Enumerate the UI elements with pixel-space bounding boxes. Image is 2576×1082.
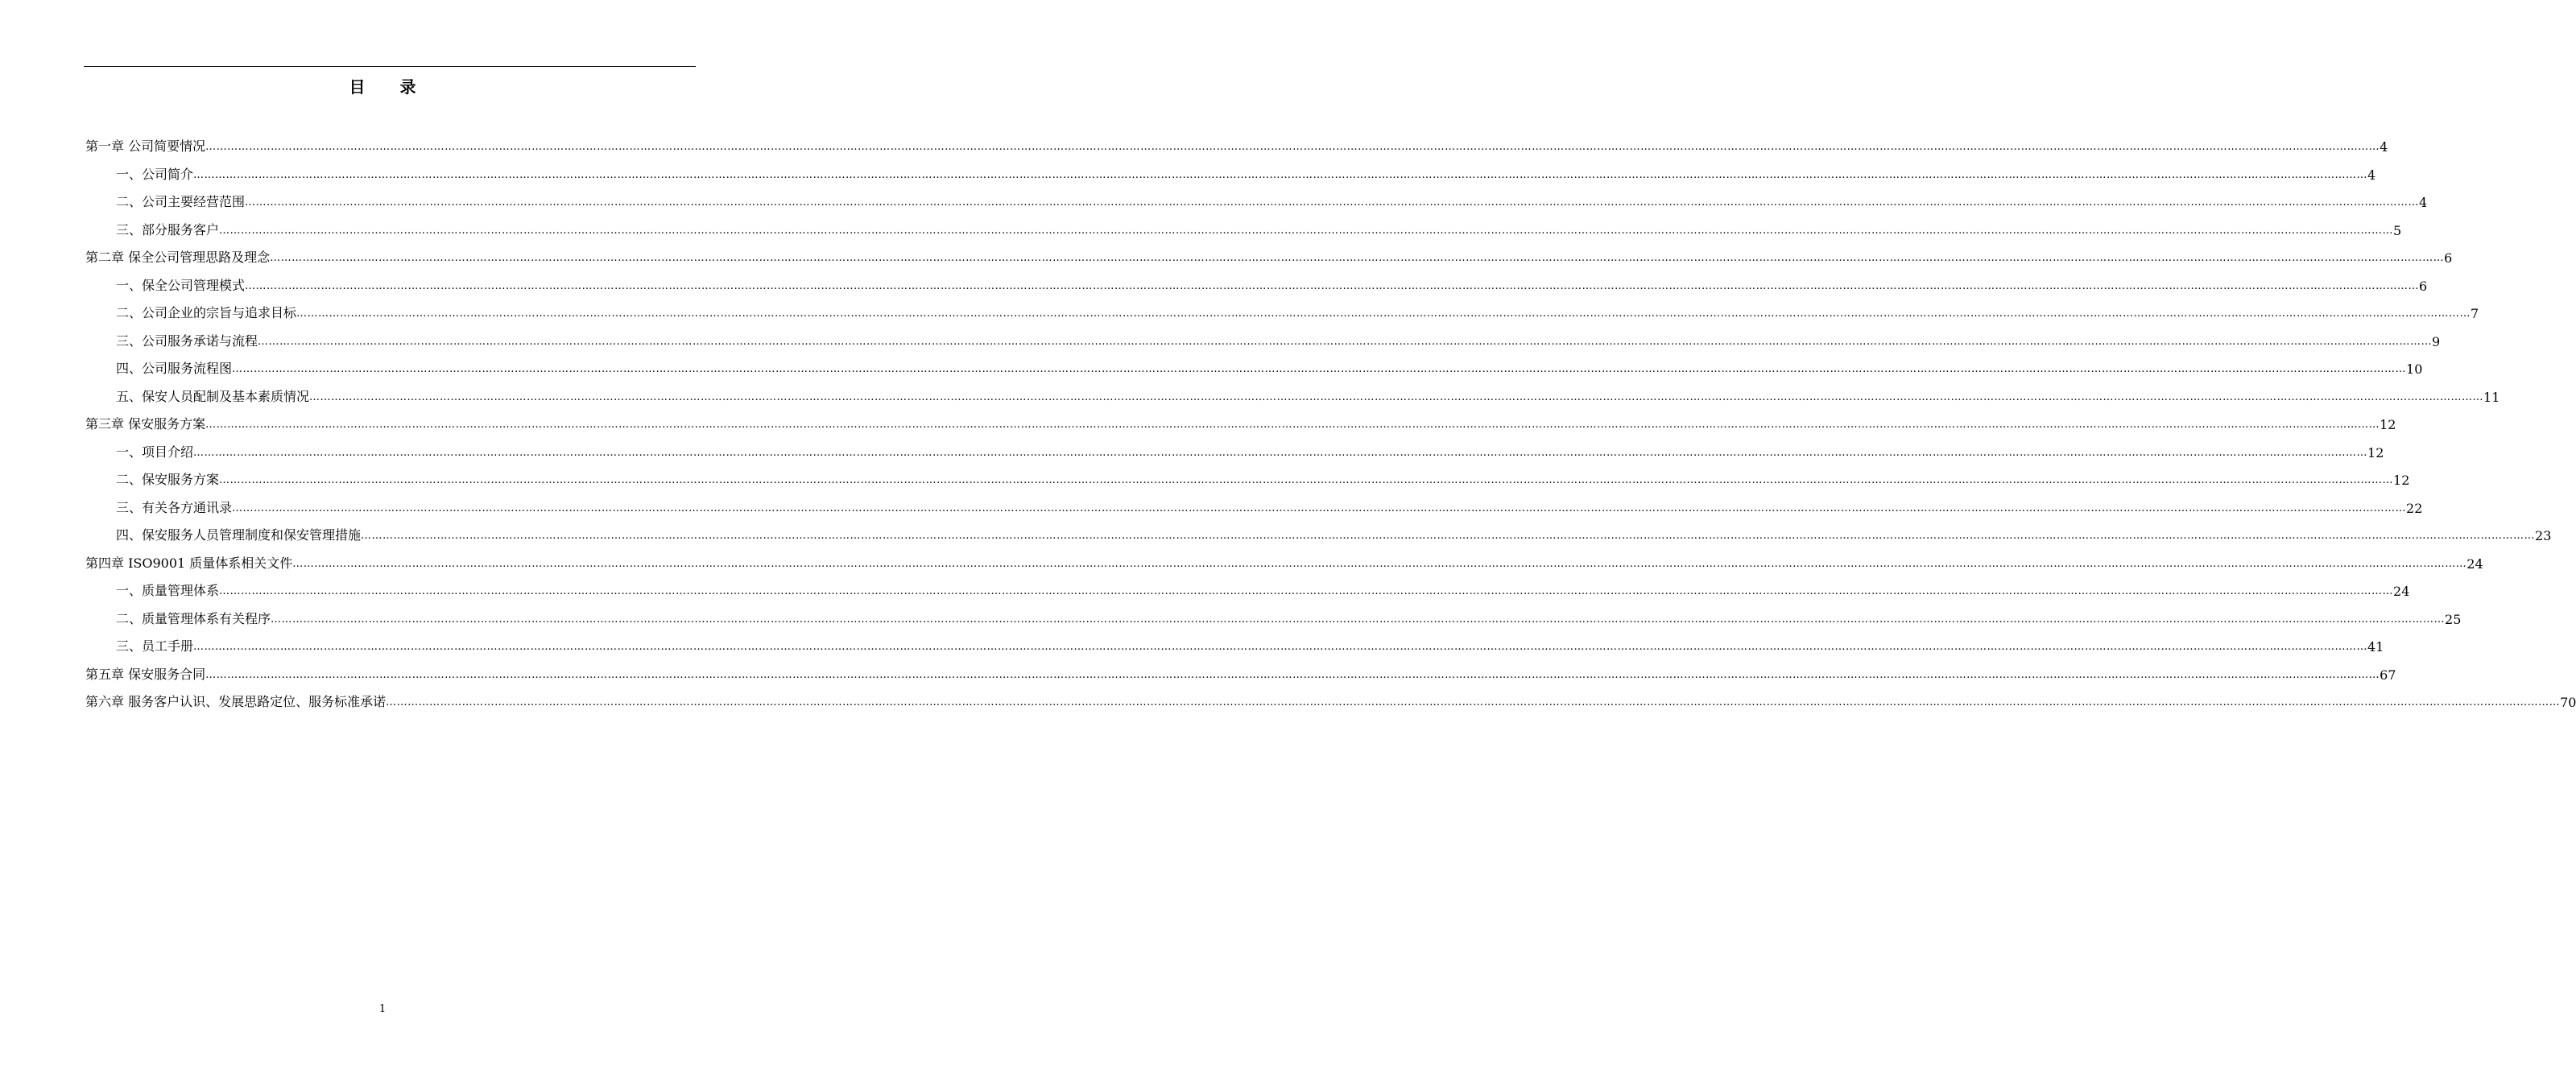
toc-entry-page: 24: [2393, 584, 2410, 599]
toc-leader-dots: ……………………………………………………………………………………………………………………………………………………………………………………………………………………………………………………………………………………………………………………………………………………………………………………………………………………………………………………………………………………………………………………………………………………: [193, 168, 2368, 181]
toc-entry[interactable]: [85, 411, 2396, 432]
toc-leader-dots: ……………………………………………………………………………………………………………………………………………………………………………………………………………………………………………………………………………………………………………………………………………………………………………………………………………………………………………………………………………………………………………………………………………………: [245, 196, 2420, 209]
toc-leader-dots: ……………………………………………………………………………………………………………………………………………………………………………………………………………………………………………………………………………………………………………………………………………………………………………………………………………………………………………………………………………………………………………………………………………………: [258, 335, 2433, 348]
toc-entry-label: 第二章 保全公司管理思路及理念: [85, 250, 271, 265]
toc-entry-page: 67: [2380, 667, 2396, 683]
toc-entry-page: 7: [2471, 306, 2479, 321]
toc-entry-page: 70: [2560, 695, 2576, 710]
toc-entry-label: 一、保全公司管理模式: [116, 277, 246, 293]
toc-entry[interactable]: [85, 134, 2388, 155]
toc-entry-label: 二、质量管理体系有关程序: [116, 610, 271, 626]
toc-entry-label: 三、公司服务承诺与流程: [116, 332, 258, 349]
toc-leader-dots: ……………………………………………………………………………………………………………………………………………………………………………………………………………………………………………………………………………………………………………………………………………………………………………………………………………………………………………………………………………………………………………………………………………………: [219, 224, 2394, 237]
toc-leader-dots: ……………………………………………………………………………………………………………………………………………………………………………………………………………………………………………………………………………………………………………………………………………………………………………………………………………………………………………………………………………………………………………………………………………………: [193, 446, 2368, 459]
toc-entry[interactable]: [116, 217, 2402, 238]
toc-entry-page: 10: [2406, 361, 2423, 377]
toc-entry-page: 41: [2367, 639, 2384, 655]
toc-entry[interactable]: [116, 384, 2500, 405]
toc-entry-label: 第一章 公司简要情况: [85, 138, 206, 154]
toc-entry-page: 25: [2445, 611, 2462, 627]
toc-entry[interactable]: [85, 662, 2396, 683]
toc-entry[interactable]: [85, 689, 2576, 710]
toc-entry-label: 一、项目介绍: [116, 444, 194, 460]
toc-entry-label: 二、公司企业的宗旨与追求目标: [116, 305, 297, 320]
toc-leader-dots: ……………………………………………………………………………………………………………………………………………………………………………………………………………………………………………………………………………………………………………………………………………………………………………………………………………………………………………………………………………………………………………………………………………………: [245, 279, 2420, 292]
toc-entry-label: 三、有关各方通讯录: [116, 499, 233, 515]
toc-entry-label: 一、质量管理体系: [116, 583, 220, 598]
toc-entry-label: 四、保安服务人员管理制度和保安管理措施: [116, 527, 362, 543]
toc-entry[interactable]: [116, 189, 2428, 210]
toc-entry[interactable]: [116, 440, 2384, 460]
toc-entry[interactable]: [116, 356, 2423, 377]
toc-entry-page: 4: [2380, 139, 2388, 155]
toc-entry-label: 一、公司简介: [116, 166, 194, 182]
toc-entry-page: 12: [2380, 417, 2396, 432]
toc-entry-label: 第三章 保安服务方案: [85, 416, 206, 432]
toc-entry-page: 24: [2466, 555, 2483, 572]
toc-entry-label: 四、公司服务流程图: [116, 361, 233, 376]
toc-leader-dots: ……………………………………………………………………………………………………………………………………………………………………………………………………………………………………………………………………………………………………………………………………………………………………………………………………………………………………………………………………………………………………………………………………………………: [232, 502, 2407, 514]
toc-leader-dots: ……………………………………………………………………………………………………………………………………………………………………………………………………………………………………………………………………………………………………………………………………………………………………………………………………………………………………………………………………………………………………………………………………………………: [271, 613, 2446, 626]
toc-entry-page: 6: [2419, 278, 2428, 294]
toc-entry-page: 23: [2535, 528, 2552, 543]
toc-leader-dots: ……………………………………………………………………………………………………………………………………………………………………………………………………………………………………………………………………………………………………………………………………………………………………………………………………………………………………………………………………………………………………………………………………………………: [386, 696, 2561, 708]
toc-entry-page: 12: [2367, 444, 2384, 460]
toc-entry-label: 第四章 ISO9001 质量体系相关文件: [85, 555, 293, 571]
toc-entry-page: 4: [2419, 195, 2428, 210]
toc-entry-label: 三、员工手册: [116, 638, 194, 654]
toc-leader-dots: ……………………………………………………………………………………………………………………………………………………………………………………………………………………………………………………………………………………………………………………………………………………………………………………………………………………………………………………………………………………………………………………………………………………: [193, 641, 2368, 653]
toc-entry[interactable]: [116, 162, 2376, 183]
toc-entry-label: 第五章 保安服务合同: [85, 666, 206, 682]
toc-leader-dots: ……………………………………………………………………………………………………………………………………………………………………………………………………………………………………………………………………………………………………………………………………………………………………………………………………………………………………………………………………………………………………………………………………………………: [361, 530, 2536, 542]
toc-entry-page: 11: [2483, 389, 2500, 405]
toc-leader-dots: ……………………………………………………………………………………………………………………………………………………………………………………………………………………………………………………………………………………………………………………………………………………………………………………………………………………………………………………………………………………………………………………………………………………: [219, 474, 2394, 486]
page-number: 1: [378, 1003, 387, 1015]
toc-entry[interactable]: [116, 606, 2462, 627]
toc-leader-dots: ……………………………………………………………………………………………………………………………………………………………………………………………………………………………………………………………………………………………………………………………………………………………………………………………………………………………………………………………………………………………………………………………………………………: [205, 419, 2380, 431]
toc-leader-dots: ……………………………………………………………………………………………………………………………………………………………………………………………………………………………………………………………………………………………………………………………………………………………………………………………………………………………………………………………………………………………………………………………………………………: [205, 668, 2380, 681]
toc-entry[interactable]: [116, 467, 2410, 488]
toc-leader-dots: ……………………………………………………………………………………………………………………………………………………………………………………………………………………………………………………………………………………………………………………………………………………………………………………………………………………………………………………………………………………………………………………………………………………: [270, 252, 2445, 264]
toc-entry[interactable]: [116, 495, 2423, 516]
toc-entry-label: 二、公司主要经营范围: [116, 194, 246, 209]
toc-entry[interactable]: [85, 551, 2483, 572]
toc-entry-page: 22: [2406, 500, 2423, 516]
toc-entry-page: 5: [2393, 222, 2402, 238]
toc-entry-label: 二、保安服务方案: [116, 472, 220, 487]
toc-entry-page: 6: [2444, 250, 2453, 266]
toc-leader-dots: ……………………………………………………………………………………………………………………………………………………………………………………………………………………………………………………………………………………………………………………………………………………………………………………………………………………………………………………………………………………………………………………………………………………: [219, 585, 2394, 597]
toc-entry[interactable]: [116, 300, 2479, 321]
toc-leader-dots: ……………………………………………………………………………………………………………………………………………………………………………………………………………………………………………………………………………………………………………………………………………………………………………………………………………………………………………………………………………………………………………………………………………………: [309, 390, 2484, 403]
toc-leader-dots: ……………………………………………………………………………………………………………………………………………………………………………………………………………………………………………………………………………………………………………………………………………………………………………………………………………………………………………………………………………………………………………………………………………………: [296, 308, 2471, 320]
toc-entry[interactable]: [116, 522, 2552, 543]
toc-entry-label: 五、保安人员配制及基本素质情况: [116, 388, 310, 404]
toc-leader-dots: ……………………………………………………………………………………………………………………………………………………………………………………………………………………………………………………………………………………………………………………………………………………………………………………………………………………………………………………………………………………………………………………………………………………: [232, 363, 2407, 375]
toc-entry-page: 4: [2367, 167, 2376, 183]
toc-entry[interactable]: [116, 634, 2384, 655]
toc-entry-page: 9: [2432, 333, 2441, 349]
toc-entry[interactable]: [116, 328, 2441, 349]
toc-entry-page: 12: [2393, 473, 2410, 488]
page-title: 目 录: [349, 77, 431, 97]
toc-entry[interactable]: [85, 245, 2453, 266]
toc-entry-label: 第六章 服务客户认识、发展思路定位、服务标准承诺: [85, 694, 387, 709]
toc-leader-dots: ……………………………………………………………………………………………………………………………………………………………………………………………………………………………………………………………………………………………………………………………………………………………………………………………………………………………………………………………………………………………………………………………………………………: [292, 557, 2467, 570]
toc-entry[interactable]: [116, 578, 2410, 599]
toc-entry[interactable]: [116, 273, 2428, 294]
toc-entry-label: 三、部分服务客户: [116, 221, 220, 237]
toc-leader-dots: ……………………………………………………………………………………………………………………………………………………………………………………………………………………………………………………………………………………………………………………………………………………………………………………………………………………………………………………………………………………………………………………………………………………: [205, 141, 2380, 153]
